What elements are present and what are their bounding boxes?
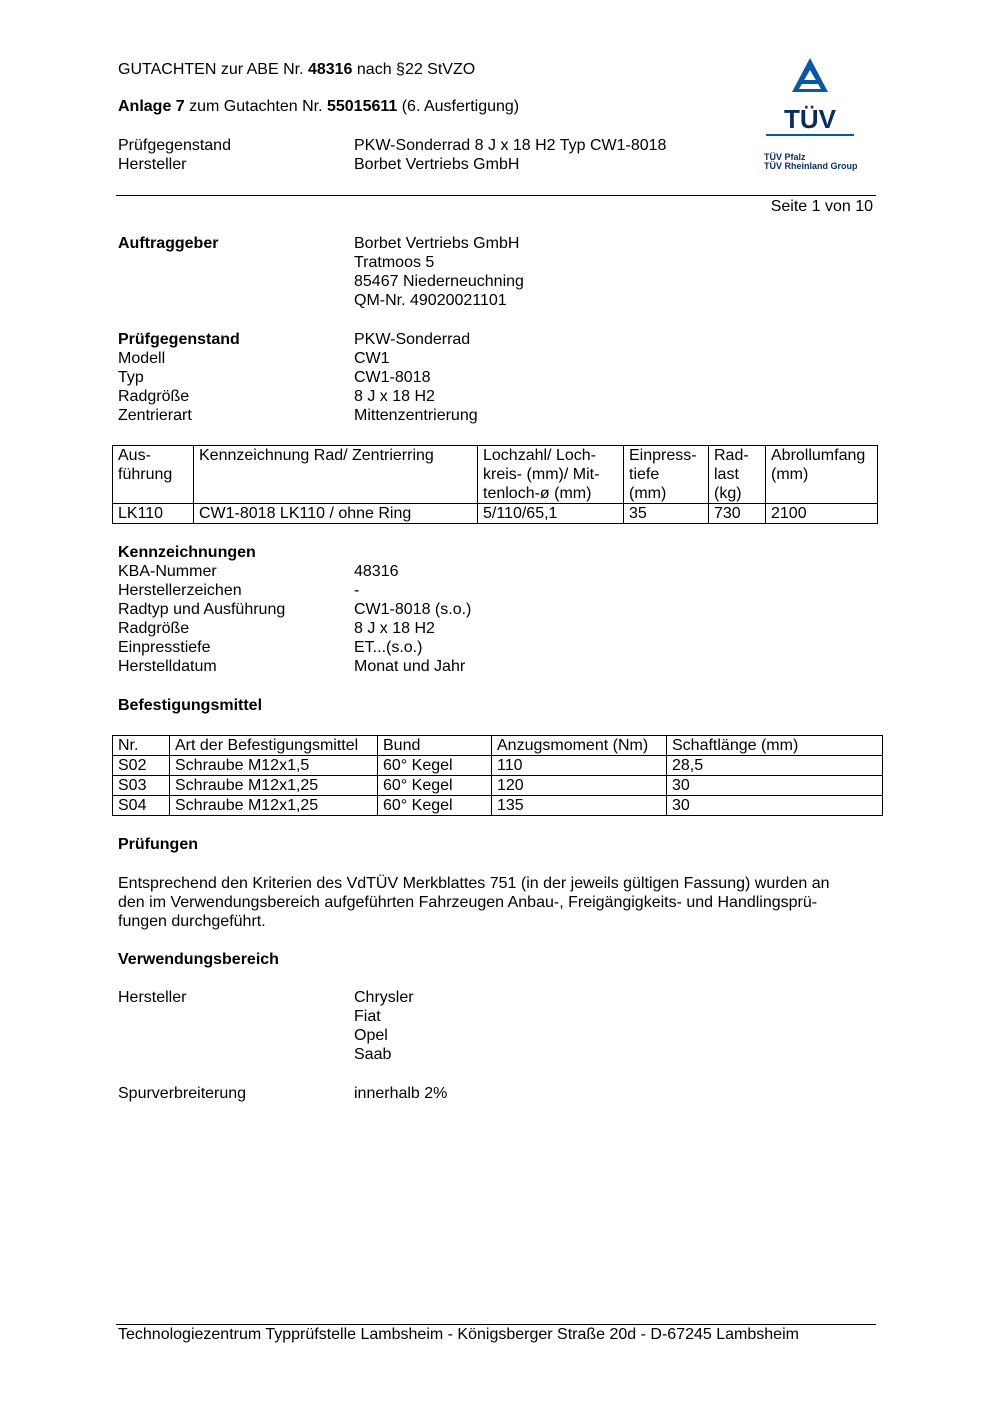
befestigung-cell: 30: [667, 796, 883, 816]
befestigung-header-cell: Nr.: [113, 736, 170, 756]
wheel-table-header-cell: Kennzeichnung Rad/ Zentrierring: [194, 446, 478, 504]
spurverbreiterung-label: Spurverbreiterung: [118, 1085, 247, 1102]
kennzeichnung-label: Radgröße: [118, 620, 190, 637]
pruefgegenstand-title-value: PKW-Sonderrad: [354, 331, 471, 348]
auftraggeber-label: Auftraggeber: [118, 235, 219, 252]
verwendung-title: Verwendungsbereich: [118, 951, 279, 968]
anlage-label: Anlage 7: [118, 98, 185, 115]
gutachten-number: 55015611: [326, 98, 398, 115]
befestigung-table: [112, 735, 883, 816]
pruefgegenstand-title: Prüfgegenstand: [118, 331, 240, 348]
wheel-table-cell: 2100: [766, 504, 878, 524]
kennzeichnung-label: Herstelldatum: [118, 658, 217, 675]
befestigung-header-cell: Anzugsmoment (Nm): [492, 736, 667, 756]
befestigung-header-cell: Schaftlänge (mm): [667, 736, 883, 756]
kennzeichnung-value: ET...(s.o.): [354, 639, 423, 656]
wheel-table-header-cell: Aus- führung: [113, 446, 194, 504]
verwendung-hersteller-list: [354, 988, 414, 1064]
page-number: Seite 1 von 10: [770, 198, 873, 215]
pruefungen-title: Prüfungen: [118, 836, 198, 853]
befestigung-header-row: [113, 736, 883, 756]
pruefgegenstand-label: Modell: [118, 350, 166, 367]
tuev-logo-bar: [800, 80, 820, 84]
pruefungen-paragraph: [118, 874, 830, 931]
auftraggeber-address: [354, 234, 524, 310]
verwendung-hersteller-label: Hersteller: [118, 989, 187, 1006]
table-row: [113, 776, 883, 796]
auftraggeber-line: QM-Nr. 49020021101: [354, 292, 507, 309]
befestigung-cell: Schraube M12x1,25: [170, 776, 378, 796]
footer-address: Technologiezentrum Typprüfstelle Lambsheim - Königsberger Straße 20d - D-67245 Lambsheim: [118, 1326, 799, 1343]
wheel-table: [112, 445, 878, 524]
auftraggeber-line: 85467 Niederneuchning: [354, 273, 524, 290]
pruefgegenstand-value: CW1-8018: [354, 369, 431, 386]
befestigung-cell: 60° Kegel: [378, 796, 492, 816]
befestigung-cell: 135: [492, 796, 667, 816]
tuev-logo-underline: [766, 134, 854, 136]
kennzeichnung-value: 8 J x 18 H2: [354, 620, 435, 637]
kennzeichnung-label: Radtyp und Ausführung: [118, 601, 286, 618]
wheel-table-header-cell: Einpress- tiefe (mm): [624, 446, 709, 504]
list-item: Fiat: [354, 1008, 381, 1025]
header-hersteller-label: Hersteller: [118, 156, 187, 173]
befestigung-cell: S03: [113, 776, 170, 796]
kennzeichnung-label: Herstellerzeichen: [118, 582, 242, 599]
kennzeichnung-label: Einpresstiefe: [118, 639, 211, 656]
tuev-pfalz-label: TÜV Pfalz: [764, 152, 806, 162]
wheel-table-header-cell: Abrollumfang (mm): [766, 446, 878, 504]
header-pruefgegenstand-value: PKW-Sonderrad 8 J x 18 H2 Typ CW1-8018: [354, 137, 667, 154]
wheel-table-cell: 730: [709, 504, 766, 524]
pruefungen-line: den im Verwendungsbereich aufgeführten Fahrzeugen Anbau-, Freigängigkeits- und Handlingsprü-: [118, 894, 818, 911]
auftraggeber-line: Borbet Vertriebs GmbH: [354, 235, 520, 252]
befestigung-cell: 60° Kegel: [378, 756, 492, 776]
table-row: [113, 504, 878, 524]
befestigung-header-cell: Art der Befestigungsmittel: [170, 736, 378, 756]
befestigung-cell: Schraube M12x1,5: [170, 756, 378, 776]
header-hersteller-value: Borbet Vertriebs GmbH: [354, 156, 520, 173]
auftraggeber-line: Tratmoos 5: [354, 254, 435, 271]
kennzeichnung-value: -: [354, 582, 360, 599]
pruefgegenstand-label: Zentrierart: [118, 407, 192, 424]
header-line-2-suffix: (6. Ausfertigung): [397, 98, 520, 115]
spurverbreiterung-value: innerhalb 2%: [354, 1085, 448, 1102]
pruefgegenstand-label: Typ: [118, 369, 144, 386]
befestigung-cell: 110: [492, 756, 667, 776]
pruefungen-line: fungen durchgeführt.: [118, 913, 266, 930]
kennzeichnung-value: Monat und Jahr: [354, 658, 466, 675]
wheel-table-cell: CW1-8018 LK110 / ohne Ring: [194, 504, 478, 524]
list-item: Opel: [354, 1027, 388, 1044]
wheel-table-header-cell: Rad- last (kg): [709, 446, 766, 504]
kennzeichnung-value: CW1-8018 (s.o.): [354, 601, 472, 618]
table-row: [113, 756, 883, 776]
wheel-table-header-row: [113, 446, 878, 504]
wheel-table-cell: 35: [624, 504, 709, 524]
abe-number: 48316: [307, 61, 353, 78]
befestigung-cell: 30: [667, 776, 883, 796]
header-line-1-text: GUTACHTEN zur ABE Nr.: [118, 61, 308, 78]
tuev-rheinland-label: TÜV Rheinland Group: [764, 161, 858, 171]
befestigung-cell: 28,5: [667, 756, 883, 776]
header-line-1-suffix: nach §22 StVZO: [352, 61, 476, 78]
befestigung-cell: S02: [113, 756, 170, 776]
table-row: [113, 796, 883, 816]
kennzeichnung-value: 48316: [354, 563, 399, 580]
kennzeichnungen-values: [354, 562, 471, 676]
wheel-table-header-cell: Lochzahl/ Loch- kreis- (mm)/ Mit- tenloch-ø (mm): [478, 446, 624, 504]
list-item: Saab: [354, 1046, 392, 1063]
header-divider: [116, 195, 876, 196]
kennzeichnungen-labels: [118, 543, 285, 676]
tuev-logo-text: TÜV: [784, 104, 836, 134]
befestigung-cell: 60° Kegel: [378, 776, 492, 796]
pruefgegenstand-value: Mittenzentrierung: [354, 407, 478, 424]
pruefgegenstand-value: 8 J x 18 H2: [354, 388, 435, 405]
befestigung-cell: Schraube M12x1,25: [170, 796, 378, 816]
wheel-table-cell: LK110: [113, 504, 194, 524]
kennzeichnungen-title: Kennzeichnungen: [118, 544, 256, 561]
header-line-2: [118, 97, 519, 116]
wheel-table-cell: 5/110/65,1: [478, 504, 624, 524]
befestigung-header-cell: Bund: [378, 736, 492, 756]
befestigung-title: Befestigungsmittel: [118, 697, 263, 714]
kennzeichnung-label: KBA-Nummer: [118, 563, 217, 580]
list-item: Chrysler: [354, 989, 414, 1006]
pruefgegenstand-label: Radgröße: [118, 388, 190, 405]
pruefgegenstand-values: [354, 330, 478, 425]
pruefungen-line: Entsprechend den Kriterien des VdTÜV Merkblattes 751 (in der jeweils gültigen Fassung) wurden an: [118, 875, 830, 892]
pruefgegenstand-value: CW1: [354, 350, 390, 367]
befestigung-cell: 120: [492, 776, 667, 796]
befestigung-cell: S04: [113, 796, 170, 816]
header-pruefgegenstand-label: Prüfgegenstand: [118, 137, 231, 154]
pruefgegenstand-labels: [118, 330, 240, 425]
header-line-1: [118, 60, 475, 79]
header-line-2-text: zum Gutachten Nr.: [184, 98, 327, 115]
